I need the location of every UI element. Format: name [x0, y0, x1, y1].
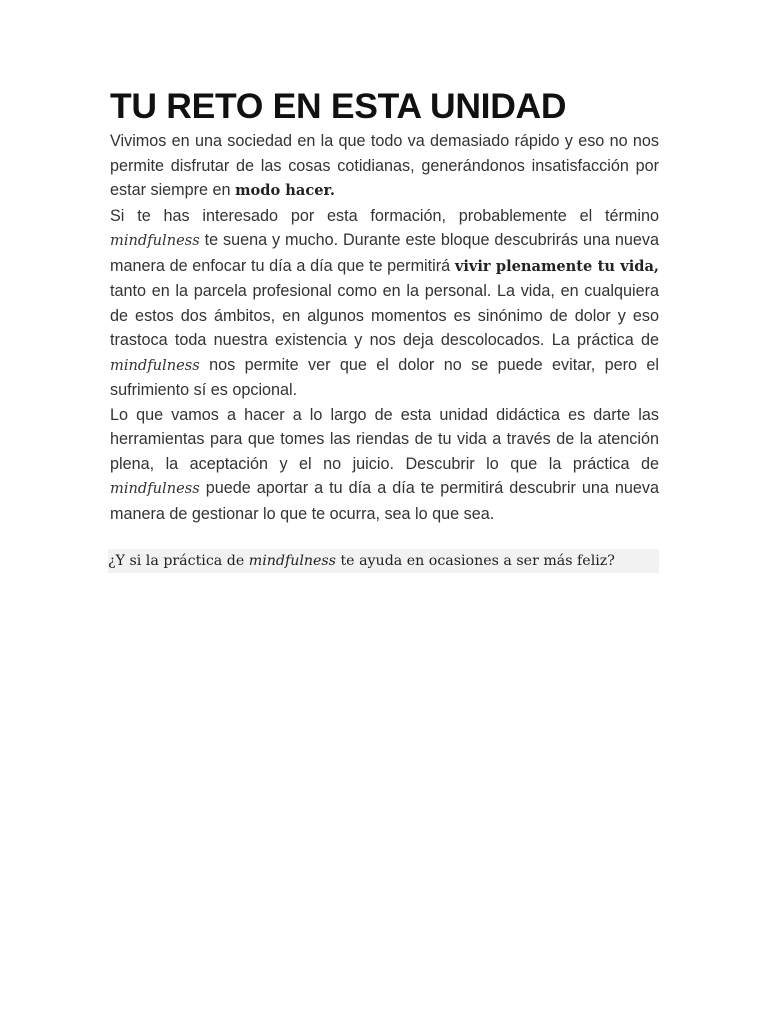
italic-term: mindfulness: [110, 480, 200, 497]
paragraph-text: tanto en la parcela profesional como en la personal. La vida, en cualquiera de estos dos ámbitos, en algunos momentos es sinónimo de dolor y eso trastoca toda nuestra existencia y nos deja descolocados. La práctica de: [110, 282, 659, 349]
question-text: te ayuda en ocasiones a ser más feliz?: [335, 553, 615, 569]
italic-term: mindfulness: [110, 356, 200, 374]
paragraph-unit-goal: [110, 403, 659, 527]
paragraph-text: te suena y mucho. Durante este bloque descubrirás una nueva manera de enfocar tu día a día que te permitirá: [110, 231, 659, 275]
bold-phrase: vivir plenamente tu vida,: [454, 257, 659, 275]
question-text: ¿Y si la práctica de: [108, 553, 249, 569]
paragraph-text: nos permite ver que el dolor no se puede evitar, pero el sufrimiento sí es opcional.: [110, 355, 659, 399]
paragraph-text: puede aportar a tu día a día te permitirá descubrir una nueva manera de gestionar lo que te ocurra, sea lo que sea.: [110, 479, 659, 523]
italic-term: mindfulness: [110, 232, 200, 249]
italic-term: mindfulness: [248, 553, 336, 569]
paragraph-text: Vivimos en una sociedad en la que todo va demasiado rápido y eso no nos permite disfrutar de las cosas cotidianas, generándonos insatisfacción por estar siempre en: [110, 132, 659, 199]
unit-title: TU RETO EN ESTA UNIDAD: [110, 86, 567, 126]
reflection-question: [108, 549, 659, 573]
paragraph-text: Si te has interesado por esta formación, probablemente el término: [110, 206, 659, 225]
paragraph-mindfulness: [110, 204, 659, 403]
paragraph-intro: [110, 129, 659, 204]
document-page: [110, 86, 659, 573]
paragraph-text: Lo que vamos a hacer a lo largo de esta unidad didáctica es darte las herramientas para que tomes las riendas de tu vida a través de la atención plena, la aceptación y el no juicio. Descubrir lo que la práctica de: [110, 405, 659, 473]
bold-phrase: modo hacer.: [235, 182, 335, 199]
